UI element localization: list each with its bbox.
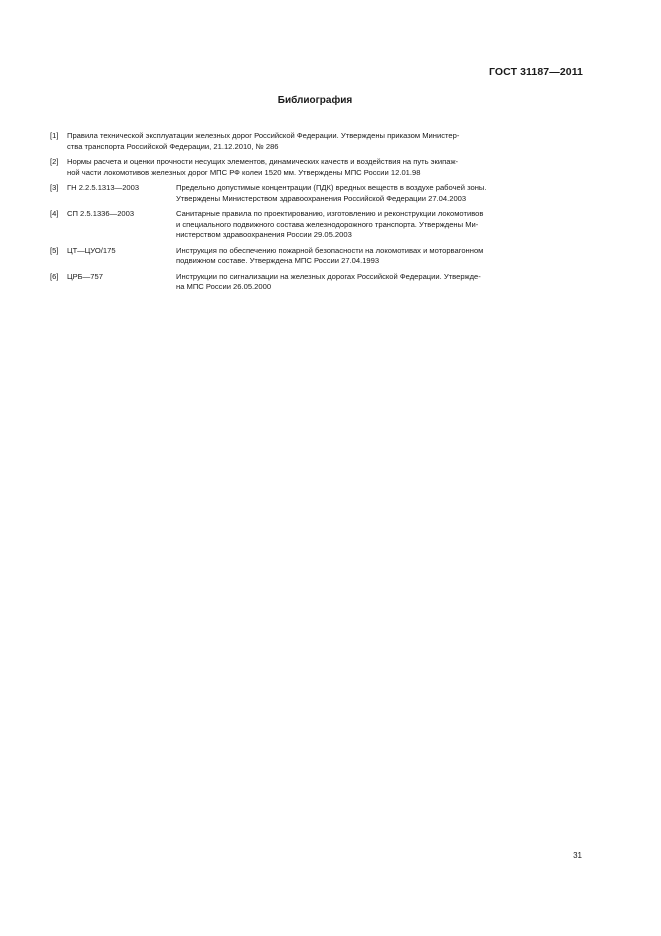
reference-line: на МПС России 26.05.2000: [176, 282, 272, 291]
reference-item: [50, 246, 580, 267]
reference-number: [3]: [50, 183, 59, 192]
reference-line: Предельно допустимые концентрации (ПДК) вредных веществ в воздухе рабочей зоны.: [176, 183, 487, 192]
reference-line: подвижном составе. Утверждена МПС России 27.04.1993: [176, 256, 380, 265]
reference-text: [176, 209, 580, 241]
reference-text: [176, 272, 580, 293]
reference-number: [1]: [50, 131, 59, 140]
bibliography-list: [50, 131, 580, 293]
reference-line: Утверждены Министерством здравоохранения Российской Федерации 27.04.2003: [176, 193, 467, 203]
reference-line: Инструкции по сигнализации на железных дорогах Российской Федерации. Утвержде-: [176, 271, 481, 281]
reference-line: ства транспорта Российской Федерации, 21.12.2010, № 286: [67, 141, 279, 151]
reference-text: [67, 131, 580, 152]
reference-text: [67, 157, 580, 178]
reference-number: [6]: [50, 271, 59, 281]
reference-item: [50, 157, 580, 178]
reference-line: и специального подвижного состава железнодорожного транспорта. Утверждены Ми-: [176, 219, 479, 229]
reference-number: [5]: [50, 245, 59, 255]
reference-item: [50, 183, 580, 204]
reference-line: нистерством здравоохранения России 29.05.2003: [176, 230, 352, 239]
reference-line: Правила технической эксплуатации железных дорог Российской Федерации. Утверждены приказом Министер-: [67, 131, 460, 140]
reference-number: [4]: [50, 209, 59, 218]
reference-item: [50, 272, 580, 293]
reference-line: ной части локомотивов железных дорог МПС РФ колеи 1520 мм. Утверждены МПС России 12.01.98: [67, 167, 421, 177]
reference-line: Санитарные правила по проектированию, изготовлению и реконструкции локомотивов: [176, 209, 484, 218]
page-title: Библиография: [277, 95, 353, 106]
reference-code: ЦТ—ЦУО/175: [67, 245, 116, 255]
reference-line: Инструкция по обеспечению пожарной безопасности на локомотивах и моторвагонном: [176, 245, 484, 255]
reference-number: [2]: [50, 157, 59, 166]
reference-code: ГН 2.2.5.1313—2003: [67, 183, 140, 192]
reference-text: [176, 246, 580, 267]
document-code: ГОСТ 31187—2011: [488, 66, 583, 78]
page-number: 31: [573, 851, 582, 860]
reference-item: [50, 131, 580, 152]
reference-line: Нормы расчета и оценки прочности несущих элементов, динамических качеств и воздействия на путь экипаж-: [67, 157, 459, 166]
reference-code: СП 2.5.1336—2003: [67, 209, 135, 218]
reference-text: [176, 183, 580, 204]
reference-item: [50, 209, 580, 241]
reference-code: ЦРБ—757: [67, 271, 103, 281]
